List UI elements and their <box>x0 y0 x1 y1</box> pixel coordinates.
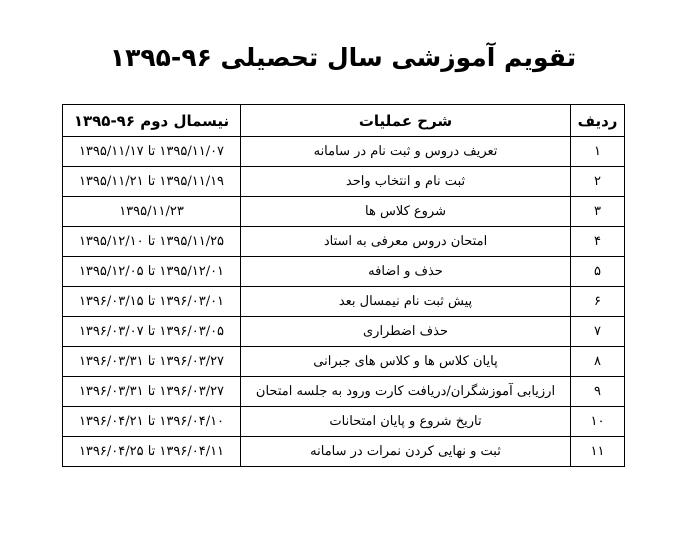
row-number: ۴ <box>571 227 625 257</box>
header-description: شرح عملیات <box>241 105 571 137</box>
row-description: ارزیابی آموزشگران/دریافت کارت ورود به جلسه امتحان <box>241 377 571 407</box>
row-number: ۲ <box>571 167 625 197</box>
row-description: حذف و اضافه <box>241 257 571 287</box>
table-row <box>63 407 625 437</box>
row-date: ۱۳۹۵/۱۱/۱۹ تا ۱۳۹۵/۱۱/۲۱ <box>63 167 241 197</box>
academic-calendar-table <box>62 104 625 467</box>
row-number: ۳ <box>571 197 625 227</box>
row-description: تعریف دروس و ثبت نام در سامانه <box>241 137 571 167</box>
row-number: ۱۰ <box>571 407 625 437</box>
table-row <box>63 167 625 197</box>
row-number: ۱ <box>571 137 625 167</box>
table-row <box>63 227 625 257</box>
row-number: ۹ <box>571 377 625 407</box>
page-title: تقویم آموزشی سال تحصیلی ۹۶-۱۳۹۵ <box>109 43 577 72</box>
row-date: ۱۳۹۶/۰۴/۱۱ تا ۱۳۹۶/۰۴/۲۵ <box>63 437 241 467</box>
row-description: ثبت نام و انتخاب واحد <box>241 167 571 197</box>
table-row <box>63 257 625 287</box>
row-description: شروع کلاس ها <box>241 197 571 227</box>
row-description: پیش ثبت نام نیمسال بعد <box>241 287 571 317</box>
row-description: ثبت و نهایی کردن نمرات در سامانه <box>241 437 571 467</box>
table-row <box>63 347 625 377</box>
row-date: ۱۳۹۵/۱۱/۲۳ <box>63 197 241 227</box>
table-row <box>63 197 625 227</box>
row-number: ۸ <box>571 347 625 377</box>
row-description: تاریخ شروع و پایان امتحانات <box>241 407 571 437</box>
row-number: ۷ <box>571 317 625 347</box>
row-date: ۱۳۹۵/۱۲/۰۱ تا ۱۳۹۵/۱۲/۰۵ <box>63 257 241 287</box>
table-row <box>63 437 625 467</box>
table-row <box>63 377 625 407</box>
row-description: حذف اضطراری <box>241 317 571 347</box>
row-date: ۱۳۹۵/۱۱/۰۷ تا ۱۳۹۵/۱۱/۱۷ <box>63 137 241 167</box>
row-date: ۱۳۹۶/۰۳/۰۵ تا ۱۳۹۶/۰۳/۰۷ <box>63 317 241 347</box>
header-row-number: ردیف <box>571 105 625 137</box>
table-row <box>63 317 625 347</box>
row-description: امتحان دروس معرفی به استاد <box>241 227 571 257</box>
row-description: پایان کلاس ها و کلاس های جبرانی <box>241 347 571 377</box>
row-date: ۱۳۹۶/۰۳/۲۷ تا ۱۳۹۶/۰۳/۳۱ <box>63 347 241 377</box>
row-date: ۱۳۹۶/۰۳/۲۷ تا ۱۳۹۶/۰۳/۳۱ <box>63 377 241 407</box>
header-semester: نیسمال دوم ۹۶-۱۳۹۵ <box>63 105 241 137</box>
row-date: ۱۳۹۶/۰۴/۱۰ تا ۱۳۹۶/۰۴/۲۱ <box>63 407 241 437</box>
table-row <box>63 287 625 317</box>
row-number: ۵ <box>571 257 625 287</box>
table-header-row <box>63 105 625 137</box>
row-date: ۱۳۹۶/۰۳/۰۱ تا ۱۳۹۶/۰۳/۱۵ <box>63 287 241 317</box>
row-number: ۶ <box>571 287 625 317</box>
row-date: ۱۳۹۵/۱۱/۲۵ تا ۱۳۹۵/۱۲/۱۰ <box>63 227 241 257</box>
row-number: ۱۱ <box>571 437 625 467</box>
table-row <box>63 137 625 167</box>
